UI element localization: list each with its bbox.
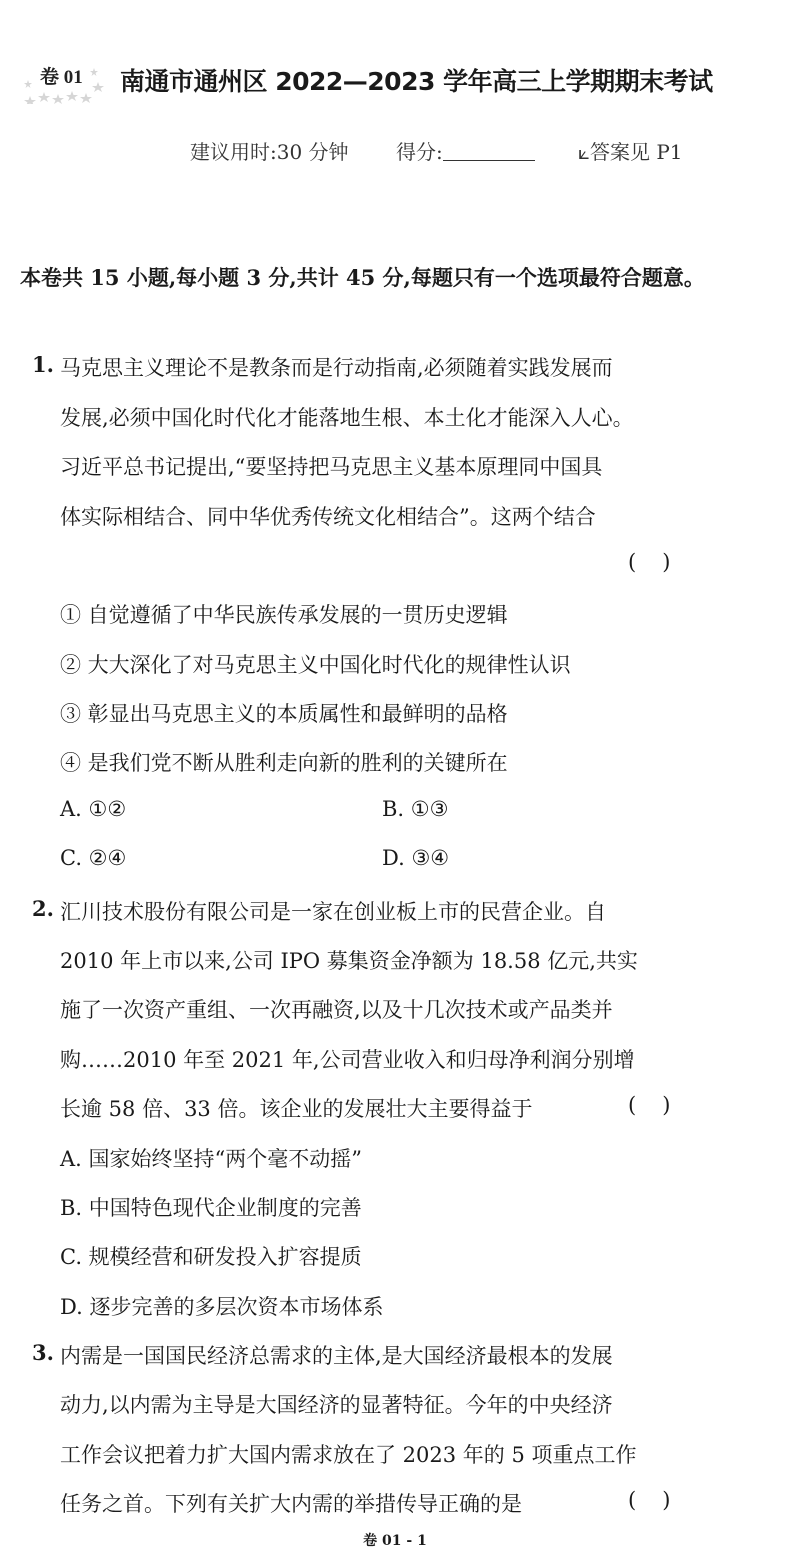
q1-option-a: A. ①② (60, 797, 127, 821)
q2-option-c: C. 规模经营和研发投入扩容提质 (60, 1245, 362, 1269)
page-title: 南通市通州区 2022—2023 学年高三上学期期末考试 (120, 67, 713, 96)
q3-stem-line: 动力,以内需为主导是大国经济的显著特征。今年的中央经济 (60, 1393, 613, 1417)
answer-reference: ⟀答案见 P1 (578, 140, 683, 164)
question-number: 2. (32, 896, 54, 921)
q1-statement: ① 自觉遵循了中华民族传承发展的一贯历史逻辑 (60, 603, 508, 627)
score-field (396, 136, 535, 165)
q1-stem-line: 发展,必须中国化时代化才能落地生根、本土化才能深入人心。 (60, 406, 634, 430)
suggested-time: 建议用时:30 分钟 (190, 140, 349, 164)
exam-badge: 卷 01 (40, 67, 83, 88)
q3-stem-line: 工作会议把着力扩大国内需求放在了 2023 年的 5 项重点工作 (60, 1443, 637, 1467)
q2-stem-line: 2010 年上市以来,公司 IPO 募集资金净额为 18.58 亿元,共实 (60, 949, 638, 973)
q2-stem-line: 购……2010 年至 2021 年,公司营业收入和归母净利润分别增 (60, 1048, 635, 1072)
answer-bracket: () (628, 550, 697, 574)
q2-option-d: D. 逐步完善的多层次资本市场体系 (60, 1295, 384, 1319)
q2-stem-line: 长逾 58 倍、33 倍。该企业的发展壮大主要得益于 (60, 1097, 533, 1121)
q1-statement: ② 大大深化了对马克思主义中国化时代化的规律性认识 (60, 653, 571, 677)
q1-option-b: B. ①③ (382, 797, 449, 821)
answer-bracket: () (628, 1093, 697, 1117)
instructions: 本卷共 15 小题,每小题 3 分,共计 45 分,每题只有一个选项最符合题意。 (20, 265, 705, 290)
score-label: 得分: (396, 140, 443, 164)
q2-option-b: B. 中国特色现代企业制度的完善 (60, 1196, 362, 1220)
q1-statement: ④ 是我们党不断从胜利走向新的胜利的关键所在 (60, 751, 508, 775)
question-number: 3. (32, 1340, 54, 1365)
score-blank (443, 142, 535, 161)
q2-stem-line: 施了一次资产重组、一次再融资,以及十几次技术或产品类并 (60, 998, 613, 1022)
q2-stem-line: 汇川技术股份有限公司是一家在创业板上市的民营企业。自 (60, 900, 606, 924)
q1-statement: ③ 彰显出马克思主义的本质属性和最鲜明的品格 (60, 702, 508, 726)
q1-stem-line: 体实际相结合、同中华优秀传统文化相结合”。这两个结合 (60, 505, 596, 529)
q3-stem-line: 内需是一国国民经济总需求的主体,是大国经济最根本的发展 (60, 1344, 613, 1368)
q1-stem-line: 习近平总书记提出,“要坚持把马克思主义基本原理同中国具 (60, 455, 603, 479)
q3-stem-line: 任务之首。下列有关扩大内需的举措传导正确的是 (60, 1492, 522, 1516)
q1-option-c: C. ②④ (60, 846, 127, 870)
q1-option-d: D. ③④ (382, 846, 450, 870)
answer-bracket: () (628, 1488, 697, 1512)
q1-stem-line: 马克思主义理论不是教条而是行动指南,必须随着实践发展而 (60, 356, 613, 380)
page-footer: 卷 01 - 1 (363, 1533, 427, 1549)
q2-option-a: A. 国家始终坚持“两个毫不动摇” (60, 1147, 362, 1171)
question-number: 1. (32, 352, 54, 377)
